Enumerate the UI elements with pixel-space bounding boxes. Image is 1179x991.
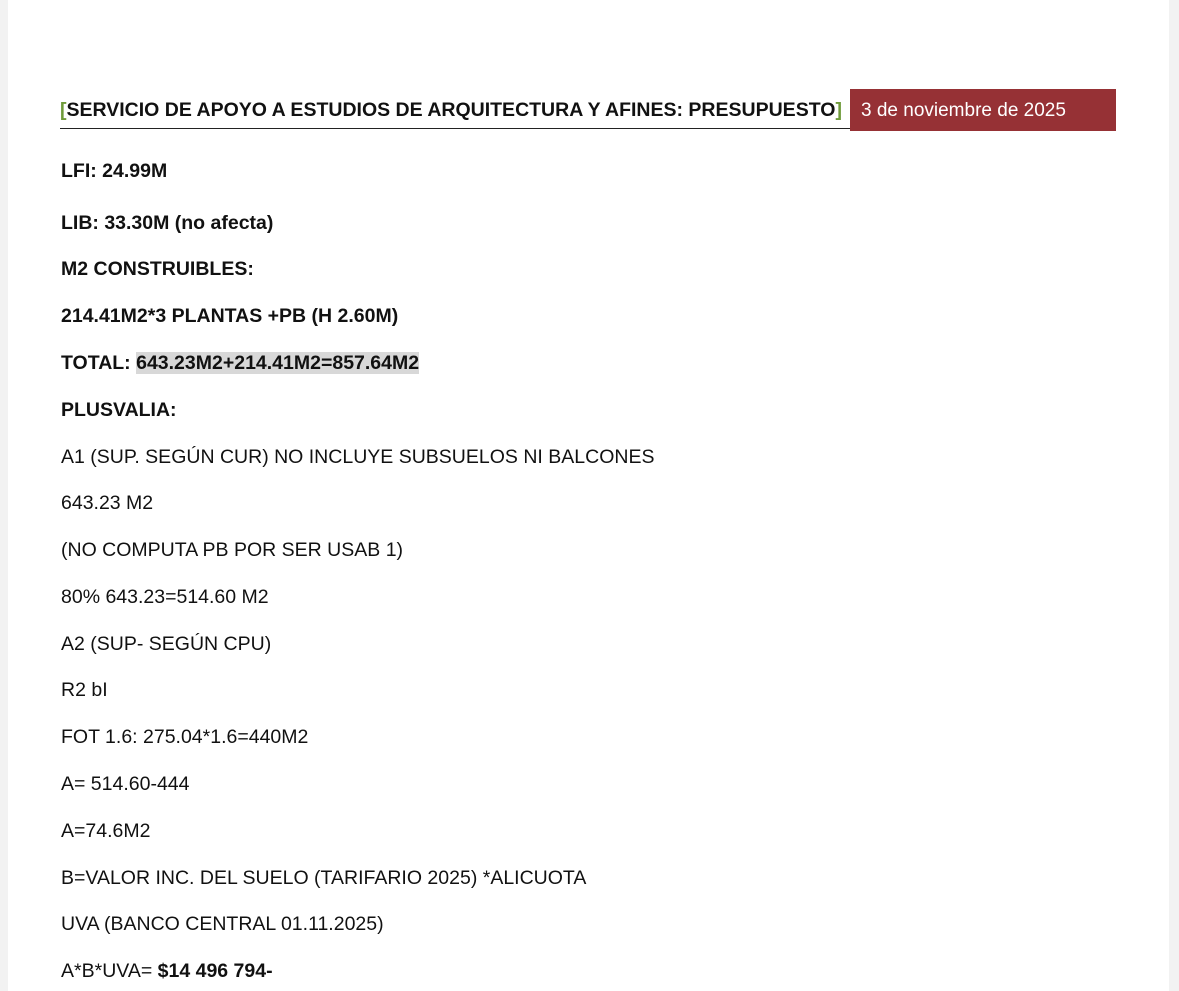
header-title <box>60 88 850 129</box>
line-plantas: 214.41M2*3 PLANTAS +PB (H 2.60M) <box>61 305 399 327</box>
line-total <box>61 351 419 375</box>
line-a1-value: 643.23 M2 <box>61 492 154 514</box>
line-lib: LIB: 33.30M (no afecta) <box>61 212 274 234</box>
line-percent: 80% 643.23=514.60 M2 <box>61 586 269 608</box>
document-page <box>8 0 1169 991</box>
bracket-close: ] <box>835 99 842 121</box>
header-title-text: SERVICIO DE APOYO A ESTUDIOS DE ARQUITECTURA Y AFINES: PRESUPUESTO <box>66 99 836 121</box>
bracket-open: [ <box>60 99 67 121</box>
line-r2: R2 bI <box>61 679 108 701</box>
line-m2-construibles: M2 CONSTRUIBLES: <box>61 258 254 280</box>
total-value-highlighted: 643.23M2+214.41M2=857.64M2 <box>136 352 420 374</box>
line-lfi: LFI: 24.99M <box>61 160 168 182</box>
line-a-eq1: A= 514.60-444 <box>61 773 190 795</box>
line-no-computa: (NO COMPUTA PB POR SER USAB 1) <box>61 539 404 561</box>
line-a-eq2: A=74.6M2 <box>61 820 151 842</box>
total-label: TOTAL: <box>61 352 137 374</box>
line-a1: A1 (SUP. SEGÚN CUR) NO INCLUYE SUBSUELOS NI BALCONES <box>61 446 655 468</box>
document-header <box>60 88 1116 131</box>
line-result <box>61 959 273 983</box>
result-label: A*B*UVA= <box>61 960 158 982</box>
line-fot: FOT 1.6: 275.04*1.6=440M2 <box>61 726 309 748</box>
line-plusvalia: PLUSVALIA: <box>61 399 177 421</box>
result-value: $14 496 794- <box>157 960 273 982</box>
line-a2: A2 (SUP- SEGÚN CPU) <box>61 633 272 655</box>
line-uva: UVA (BANCO CENTRAL 01.11.2025) <box>61 913 384 935</box>
header-date: 3 de noviembre de 2025 <box>850 89 1116 131</box>
line-b-eq: B=VALOR INC. DEL SUELO (TARIFARIO 2025) *ALICUOTA <box>61 867 587 889</box>
